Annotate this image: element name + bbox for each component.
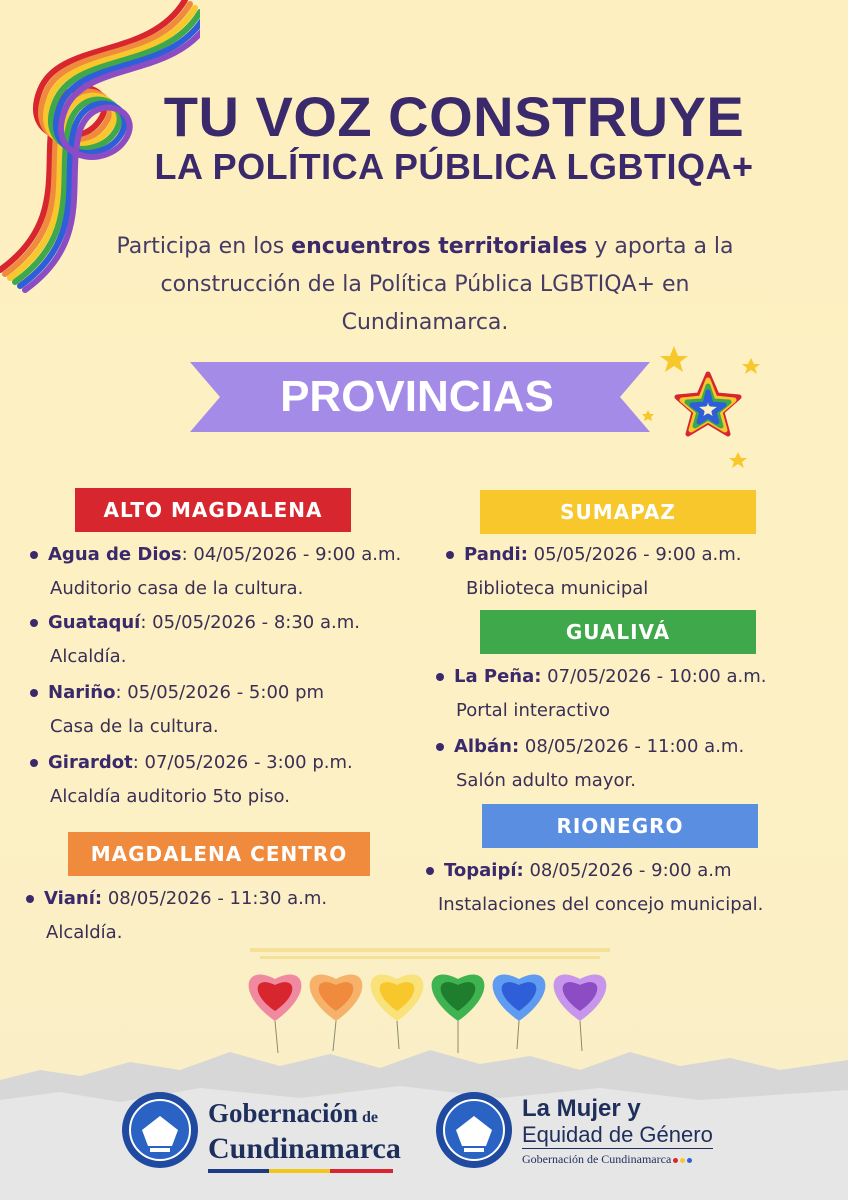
- region-magdalena-centro: MAGDALENA CENTRO: [68, 832, 370, 876]
- intro-bold: encuentros territoriales: [291, 234, 588, 259]
- entry-place: Alcaldía auditorio 5to piso.: [50, 786, 290, 807]
- entry-place: Alcaldía.: [50, 646, 127, 667]
- gob-line1-small: de: [358, 1109, 379, 1126]
- heart-balloon-icon: [371, 975, 424, 1049]
- entry-place: Alcaldía.: [46, 922, 123, 943]
- entry-place: Casa de la cultura.: [50, 716, 219, 737]
- entry-pandi: [446, 538, 742, 606]
- region-alto-magdalena: ALTO MAGDALENA: [75, 488, 351, 532]
- gob-line1: Gobernación: [208, 1098, 359, 1128]
- entry-narino: [30, 676, 324, 744]
- entry-detail: 08/05/2026 - 11:30 a.m.: [102, 888, 328, 909]
- entry-place: Instalaciones del concejo municipal.: [438, 894, 764, 915]
- entry-place: Portal interactivo: [456, 700, 611, 721]
- mujer-line1: La Mujer y: [522, 1095, 641, 1122]
- mujer-logo-text: [522, 1096, 713, 1169]
- title-line-1: TU VOZ CONSTRUYE: [163, 85, 745, 148]
- intro-text: [80, 228, 770, 342]
- entry-detail: : 05/05/2026 - 8:30 a.m.: [140, 612, 360, 633]
- shield-emblem-icon: [120, 1090, 200, 1170]
- entry-detail: 05/05/2026 - 9:00 a.m.: [527, 544, 742, 565]
- entry-detail: 08/05/2026 - 9:00 a.m: [523, 860, 732, 881]
- gobernacion-logo-text: [208, 1098, 401, 1173]
- mujer-line2: Equidad de Género: [522, 1122, 713, 1147]
- entry-alban: [436, 730, 744, 798]
- entry-name: Nariño: [48, 682, 116, 703]
- rainbow-star-icon: [638, 340, 768, 480]
- entry-name: Topaipí:: [444, 860, 524, 881]
- entry-guataqui: [30, 606, 360, 674]
- entry-detail: : 04/05/2026 - 9:00 a.m.: [181, 544, 402, 565]
- shield-emblem-icon: [434, 1090, 514, 1170]
- entry-place: Salón adulto mayor.: [456, 770, 636, 791]
- entry-name: Vianí:: [44, 888, 103, 909]
- entry-name: Albán:: [454, 736, 520, 757]
- entry-detail: 08/05/2026 - 11:00 a.m.: [519, 736, 745, 757]
- entry-agua-de-dios: [30, 538, 401, 606]
- mujer-line3: Gobernación de Cundinamarca: [522, 1152, 672, 1166]
- entry-name: Guataquí: [48, 612, 141, 633]
- color-dots: [671, 1152, 692, 1166]
- entry-detail: 07/05/2026 - 10:00 a.m.: [541, 666, 767, 687]
- region-sumapaz: SUMAPAZ: [480, 490, 756, 534]
- region-gualiva: GUALIVÁ: [480, 610, 756, 654]
- entry-detail: : 07/05/2026 - 3:00 p.m.: [132, 752, 353, 773]
- entry-name: La Peña:: [454, 666, 542, 687]
- heart-balloon-icon: [493, 975, 546, 1049]
- provincias-label: PROVINCIAS: [280, 372, 554, 421]
- title-line-2: LA POLÍTICA PÚBLICA LGBTIQA+: [154, 146, 754, 187]
- entry-la-pena: [436, 660, 766, 728]
- entry-name: Girardot: [48, 752, 133, 773]
- intro-part-2: y aporta a la construcción de la Política Pública LGBTIQA+ en Cundinamarca.: [160, 234, 734, 335]
- entry-name: Agua de Dios: [48, 544, 182, 565]
- entry-detail: : 05/05/2026 - 5:00 pm: [115, 682, 325, 703]
- entry-name: Pandi:: [464, 544, 528, 565]
- entry-place: Auditorio casa de la cultura.: [50, 578, 304, 599]
- entry-girardot: [30, 746, 353, 814]
- region-rionegro: RIONEGRO: [482, 804, 758, 848]
- entry-place: Biblioteca municipal: [466, 578, 649, 599]
- flag-bar: [208, 1169, 393, 1173]
- intro-part-1: Participa en los: [116, 234, 292, 259]
- confetti: [250, 948, 610, 959]
- gob-line2: Cundinamarca: [208, 1132, 401, 1165]
- entry-topaipi: [426, 854, 763, 922]
